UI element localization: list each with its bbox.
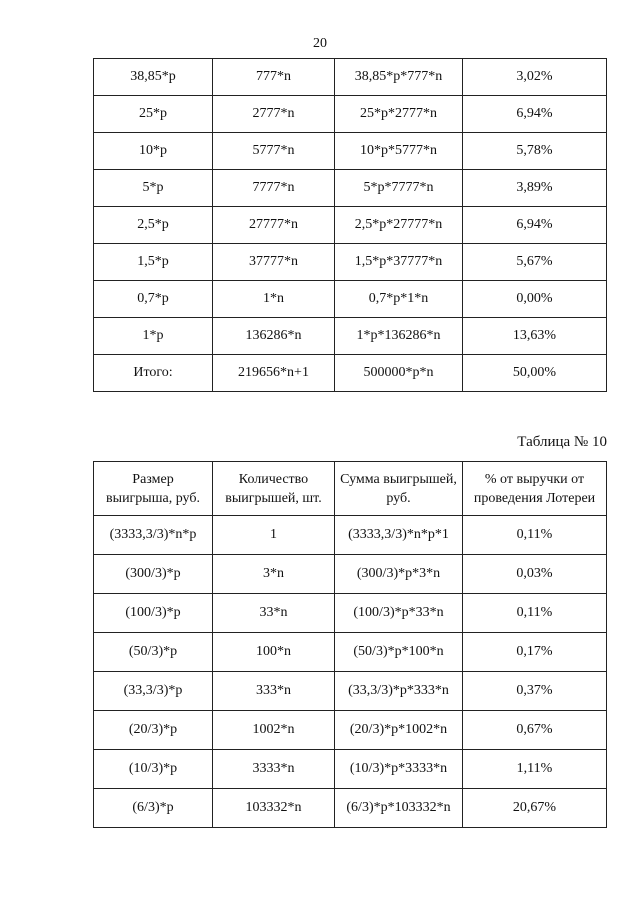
cell-prize-count: 136286*n (213, 318, 335, 355)
table-row (94, 318, 607, 355)
cell-prize-sum: 10*p*5777*n (335, 133, 463, 170)
cell-prize-sum: (10/3)*p*3333*n (335, 750, 463, 789)
cell-prize-count: 3333*n (213, 750, 335, 789)
cell-revenue-percent: 13,63% (463, 318, 607, 355)
cell-prize-size: 1*p (94, 318, 213, 355)
cell-revenue-percent: 5,78% (463, 133, 607, 170)
table-row (94, 133, 607, 170)
table-row (94, 594, 607, 633)
prize-table-continued (93, 58, 607, 392)
page-number: 20 (313, 36, 327, 51)
table-row (94, 789, 607, 828)
cell-prize-size: 25*p (94, 96, 213, 133)
table-row (94, 207, 607, 244)
cell-prize-size: 38,85*p (94, 59, 213, 96)
cell-prize-size: (33,3/3)*p (94, 672, 213, 711)
cell-prize-size: (10/3)*p (94, 750, 213, 789)
cell-prize-sum: 38,85*p*777*n (335, 59, 463, 96)
header-row (94, 462, 607, 516)
cell-prize-size: (3333,3/3)*n*p (94, 516, 213, 555)
cell-prize-sum: (6/3)*p*103332*n (335, 789, 463, 828)
header-revenue-percent: % от выручки от проведения Лотереи (463, 462, 607, 516)
cell-revenue-percent: 0,00% (463, 281, 607, 318)
table-row (94, 244, 607, 281)
table-caption: Таблица № 10 (517, 434, 607, 450)
cell-prize-sum: 1*p*136286*n (335, 318, 463, 355)
table-row (94, 59, 607, 96)
cell-prize-count: 1*n (213, 281, 335, 318)
cell-prize-sum: (3333,3/3)*n*p*1 (335, 516, 463, 555)
cell-prize-count: 33*n (213, 594, 335, 633)
table-body (94, 516, 607, 828)
cell-prize-count: 5777*n (213, 133, 335, 170)
table-row (94, 711, 607, 750)
cell-revenue-percent: 0,67% (463, 711, 607, 750)
cell-prize-size: (20/3)*p (94, 711, 213, 750)
cell-revenue-percent: 5,67% (463, 244, 607, 281)
cell-revenue-percent: 6,94% (463, 96, 607, 133)
cell-prize-count: 100*n (213, 633, 335, 672)
cell-prize-count: 219656*n+1 (213, 355, 335, 392)
cell-prize-count: 37777*n (213, 244, 335, 281)
cell-prize-size: (300/3)*p (94, 555, 213, 594)
table-row (94, 672, 607, 711)
cell-prize-size: 5*p (94, 170, 213, 207)
cell-revenue-percent: 0,11% (463, 594, 607, 633)
table-row (94, 96, 607, 133)
cell-prize-sum: (300/3)*p*3*n (335, 555, 463, 594)
cell-prize-count: 103332*n (213, 789, 335, 828)
cell-prize-sum: 1,5*p*37777*n (335, 244, 463, 281)
cell-prize-size: 1,5*p (94, 244, 213, 281)
cell-revenue-percent: 6,94% (463, 207, 607, 244)
header-prize-size: Размер выигрыша, руб. (94, 462, 213, 516)
cell-prize-count: 3*n (213, 555, 335, 594)
cell-prize-sum: 25*p*2777*n (335, 96, 463, 133)
prize-table-10 (93, 461, 607, 828)
cell-revenue-percent: 3,02% (463, 59, 607, 96)
table-row (94, 516, 607, 555)
cell-revenue-percent: 0,37% (463, 672, 607, 711)
table-row (94, 170, 607, 207)
table-body (94, 59, 607, 392)
cell-revenue-percent: 50,00% (463, 355, 607, 392)
cell-prize-size: 0,7*p (94, 281, 213, 318)
cell-prize-count: 1 (213, 516, 335, 555)
cell-prize-sum: 0,7*p*1*n (335, 281, 463, 318)
cell-prize-sum: 2,5*p*27777*n (335, 207, 463, 244)
table-row (94, 750, 607, 789)
table-header (94, 462, 607, 516)
cell-prize-count: 1002*n (213, 711, 335, 750)
table-row (94, 281, 607, 318)
cell-prize-size: (6/3)*p (94, 789, 213, 828)
cell-prize-sum: (20/3)*p*1002*n (335, 711, 463, 750)
cell-prize-size: 2,5*p (94, 207, 213, 244)
cell-prize-count: 27777*n (213, 207, 335, 244)
header-prize-sum: Сумма выигрышей, руб. (335, 462, 463, 516)
cell-prize-sum: (33,3/3)*p*333*n (335, 672, 463, 711)
cell-revenue-percent: 3,89% (463, 170, 607, 207)
cell-prize-count: 7777*n (213, 170, 335, 207)
cell-prize-count: 777*n (213, 59, 335, 96)
cell-prize-size: (50/3)*p (94, 633, 213, 672)
header-prize-count: Количество выигрышей, шт. (213, 462, 335, 516)
cell-revenue-percent: 0,03% (463, 555, 607, 594)
cell-revenue-percent: 1,11% (463, 750, 607, 789)
table-row (94, 633, 607, 672)
cell-prize-count: 2777*n (213, 96, 335, 133)
cell-prize-size: (100/3)*p (94, 594, 213, 633)
cell-prize-size: Итого: (94, 355, 213, 392)
cell-prize-sum: (100/3)*p*33*n (335, 594, 463, 633)
cell-prize-size: 10*p (94, 133, 213, 170)
cell-prize-sum: 5*p*7777*n (335, 170, 463, 207)
cell-revenue-percent: 0,17% (463, 633, 607, 672)
table-row (94, 555, 607, 594)
cell-revenue-percent: 20,67% (463, 789, 607, 828)
cell-prize-sum: 500000*p*n (335, 355, 463, 392)
cell-prize-count: 333*n (213, 672, 335, 711)
cell-prize-sum: (50/3)*p*100*n (335, 633, 463, 672)
table-row (94, 355, 607, 392)
cell-revenue-percent: 0,11% (463, 516, 607, 555)
